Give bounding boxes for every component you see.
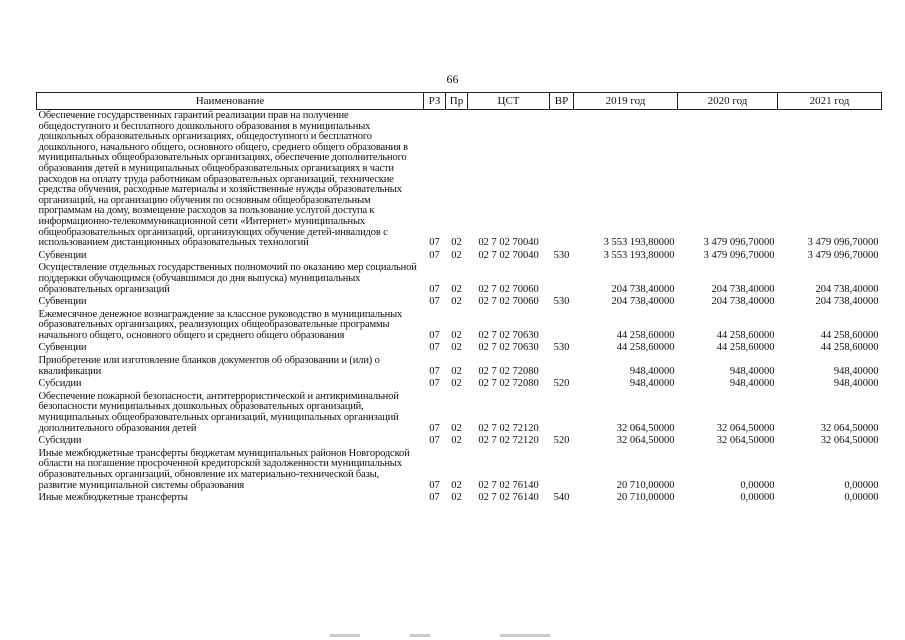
row-rz: 07: [429, 342, 440, 354]
row-rz: 07: [429, 249, 440, 261]
row-2020: 0,00000: [740, 492, 775, 504]
table-row: [37, 110, 882, 250]
column-header-vr: ВР: [550, 93, 574, 110]
row-2021: 44 258,60000: [820, 342, 879, 354]
row-vr: 530: [553, 342, 570, 354]
row-pr: 02: [451, 378, 462, 390]
row-2019: 20 710,00000: [616, 479, 675, 491]
row-pr: 02: [451, 435, 462, 447]
row-cst: 02 7 02 70040: [478, 237, 539, 249]
row-vr: [550, 262, 574, 296]
row-rz: 07: [429, 296, 440, 308]
row-cst: 02 7 02 70060: [478, 283, 539, 295]
budget-table: [36, 92, 882, 505]
row-cst: 02 7 02 72120: [478, 422, 539, 434]
row-pr: 02: [451, 283, 462, 295]
table-row: [37, 378, 882, 391]
row-rz: 07: [429, 422, 440, 434]
row-2019: 32 064,50000: [616, 422, 675, 434]
column-header-cst: ЦСТ: [468, 93, 550, 110]
column-header-2021: 2021 год: [778, 93, 882, 110]
row-cst: 02 7 02 70630: [478, 342, 539, 354]
row-2021: 3 479 096,70000: [807, 249, 879, 261]
row-name: Осуществление отдельных государственных полномочий по оказанию мер социальной поддержки обучающимся (обучавшимся до дня выпуска) муниципальных образовательных организаций: [38, 262, 417, 295]
row-2019: 3 553 193,80000: [603, 237, 675, 249]
table-row: [37, 492, 882, 505]
row-2020: 32 064,50000: [716, 422, 775, 434]
row-pr: 02: [451, 249, 462, 261]
row-name: Субвенции: [38, 342, 87, 354]
row-2020: 44 258,60000: [716, 329, 775, 341]
row-vr: 520: [553, 435, 570, 447]
row-pr: 02: [451, 492, 462, 504]
table-row: [37, 391, 882, 435]
table-row: [37, 342, 882, 355]
row-rz: 07: [429, 237, 440, 249]
table-header: [37, 93, 882, 110]
row-pr: 02: [451, 342, 462, 354]
row-2021: 32 064,50000: [820, 435, 879, 447]
table-body: [37, 110, 882, 505]
row-2019: 3 553 193,80000: [603, 249, 675, 261]
row-2021: 204 738,40000: [815, 283, 879, 295]
row-cst: 02 7 02 70630: [478, 329, 539, 341]
row-2019: 44 258,60000: [616, 329, 675, 341]
row-2020: 204 738,40000: [711, 283, 775, 295]
row-cst: 02 7 02 70060: [478, 296, 539, 308]
row-2020: 0,00000: [740, 479, 775, 491]
row-vr: [550, 448, 574, 492]
row-2019: 44 258,60000: [616, 342, 675, 354]
table-row: [37, 435, 882, 448]
row-name: Субвенции: [38, 296, 87, 308]
row-2021: 204 738,40000: [815, 296, 879, 308]
row-rz: 07: [429, 479, 440, 491]
row-name: Иные межбюджетные трансферты: [38, 492, 188, 504]
column-header-2020: 2020 год: [678, 93, 778, 110]
row-2021: 0,00000: [844, 492, 879, 504]
row-rz: 07: [429, 492, 440, 504]
row-2020: 948,40000: [729, 378, 775, 390]
table-row: [37, 355, 882, 378]
row-2020: 3 479 096,70000: [703, 249, 775, 261]
row-2021: 44 258,60000: [820, 329, 879, 341]
table-row: [37, 309, 882, 343]
row-2021: 0,00000: [844, 479, 879, 491]
row-name: Ежемесячное денежное вознаграждение за классное руководство в муниципальных образовательных организациях, реализующих общеобразовательные программы начального общего, основного общего и среднего общего образования: [38, 308, 403, 341]
row-2020: 204 738,40000: [711, 296, 775, 308]
row-vr: [550, 309, 574, 343]
row-2021: 3 479 096,70000: [807, 237, 879, 249]
row-vr: 530: [553, 249, 570, 261]
row-2019: 204 738,40000: [611, 296, 675, 308]
column-header-rz: РЗ: [424, 93, 446, 110]
column-header-name: Наименование: [37, 93, 424, 110]
row-vr: [550, 355, 574, 378]
row-2021: 948,40000: [833, 378, 879, 390]
table-row: [37, 262, 882, 296]
row-2021: 32 064,50000: [820, 422, 879, 434]
row-2020: 948,40000: [729, 365, 775, 377]
column-header-pr: Пр: [446, 93, 468, 110]
row-name: Обеспечение пожарной безопасности, антитеррористической и антикриминальной безопасности муниципальных дошкольных образовательных организаций, муниципальных общеобразовательных организаций, муниципальных организаций дополнительного образования детей: [38, 390, 399, 434]
row-2020: 44 258,60000: [716, 342, 775, 354]
row-vr: [550, 110, 574, 250]
scan-artifact: [330, 634, 570, 638]
row-name: Субсидии: [38, 435, 82, 447]
table-row: [37, 250, 882, 263]
row-pr: 02: [451, 296, 462, 308]
row-cst: 02 7 02 76140: [478, 479, 539, 491]
row-name: Обеспечение государственных гарантий реализации прав на получение общедоступного и бесплатного дошкольного образования в муниципальных дошкольных образовательных организациях, общедоступного и бесплатного дошкольного, начального общего, основного общего, среднего общего образования в муниципальных общеобразовательных организациях, обеспечение дополнительного образования детей в муниципальных общеобразовательных организациях в части расходов на оплату труда работникам образовательных организаций, технические средства обучения, расходные материалы и хозяйственные нужды образовательных организаций, на организацию обучения по основным общеобразовательным программам на дому, возмещение расходов за пользование услугой доступа к информационно-телекоммуникационной сети «Интернет» муниципальных общеобразовательных организаций, организующих обучение детей-инвалидов с использованием дистанционных образовательных технологий: [38, 110, 408, 249]
row-pr: 02: [451, 422, 462, 434]
row-rz: 07: [429, 435, 440, 447]
row-2021: 948,40000: [833, 365, 879, 377]
row-rz: 07: [429, 378, 440, 390]
row-rz: 07: [429, 283, 440, 295]
row-2019: 948,40000: [629, 378, 675, 390]
row-cst: 02 7 02 72080: [478, 365, 539, 377]
row-vr: 530: [553, 296, 570, 308]
row-name: Субсидии: [38, 378, 82, 390]
page-number: 66: [446, 72, 459, 86]
row-name: Иные межбюджетные трансферты бюджетам муниципальных районов Новгородской области на погашение просроченной кредиторской задолженности муниципальных образовательных организаций, обновление их материально-технической базы, развитие муниципальной системы образования: [38, 447, 410, 491]
row-2019: 32 064,50000: [616, 435, 675, 447]
row-2019: 204 738,40000: [611, 283, 675, 295]
row-rz: 07: [429, 329, 440, 341]
row-2019: 20 710,00000: [616, 492, 675, 504]
row-vr: 540: [553, 492, 570, 504]
row-2019: 948,40000: [629, 365, 675, 377]
table-row: [37, 448, 882, 492]
row-cst: 02 7 02 70040: [478, 249, 539, 261]
row-pr: 02: [451, 237, 462, 249]
row-name: Субвенции: [38, 249, 87, 261]
row-cst: 02 7 02 76140: [478, 492, 539, 504]
row-pr: 02: [451, 365, 462, 377]
row-rz: 07: [429, 365, 440, 377]
row-2020: 3 479 096,70000: [703, 237, 775, 249]
row-2020: 32 064,50000: [716, 435, 775, 447]
row-vr: 520: [553, 378, 570, 390]
row-name: Приобретение или изготовление бланков документов об образовании и (или) о квалификации: [38, 355, 380, 377]
column-header-2019: 2019 год: [574, 93, 678, 110]
row-pr: 02: [451, 479, 462, 491]
row-pr: 02: [451, 329, 462, 341]
row-vr: [550, 391, 574, 435]
row-cst: 02 7 02 72080: [478, 378, 539, 390]
table-row: [37, 296, 882, 309]
row-cst: 02 7 02 72120: [478, 435, 539, 447]
